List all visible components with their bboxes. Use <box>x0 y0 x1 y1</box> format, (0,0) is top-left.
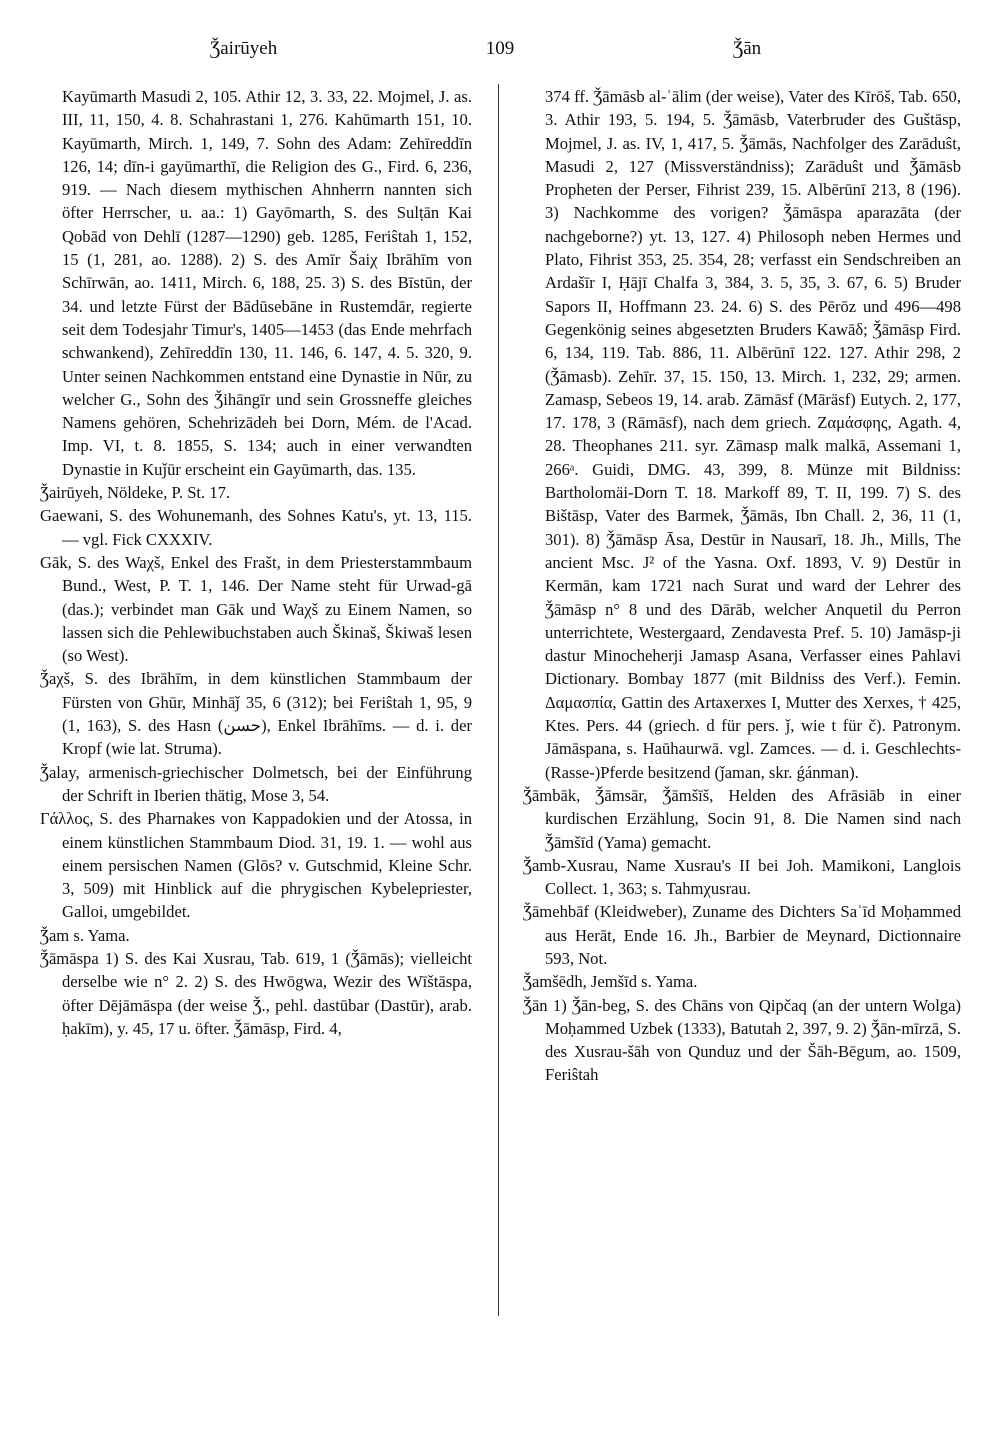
page-number: 109 <box>485 38 515 59</box>
entry-continuation: Kayūmarth Masudi 2, 105. Athir 12, 3. 33, 22. Mojmel, J. as. III, 11, 150, 4. 8. Schahrastani 1, 276. Kahūmarth 151, 10. Kayūmarth, Mirch. 1, 149, 7. Sohn des Adam: Zehīreddīn 126, 14; dīn-i gayūmarthī, die Religion des G., Fird. 6, 236, 919. — Nach diesem mythischen Ahnherrn nannten sich öfter Herrscher, u. aa.: 1) Gayōmarth, S. des Sulṭān Kai Qobād von Dehlī (1287—1290) geb. 1285, Feriŝtah 1, 152, 15 (1, 281, ao. 1288). 2) S. des Amīr Šaiχ Ibrāhīm von Schīrwān, ao. 1411, Mirch. 6, 188, 25. 3) S. des Bīstūn, der 34. und letzte Fürst der Bādūsebāne in Rustemdār, regierte seit dem Todesjahr Timur's, 1405—1453 (das Ende mehrfach schwankend), Zehīreddīn 130, 11. 146, 6. 147, 4. 5. 320, 9. Unter seinen Nachkommen entstand eine Dynastie in Nūr, zu welcher G., Sohn des Ǯihāngīr und sein Grossneffe gleiches Namens gehören, Schehrizādeh bei Dorn, Mém. de l'Acad. Imp. VI, t. 8. 1855, S. 134; auch in einer verwandten Dynastie in Kuǰūr erscheint ein Gayūmarth, das. 135. <box>62 87 472 479</box>
header-left-headword: Ǯairūyeh <box>210 38 278 59</box>
entry-jambak: Ǯāmbāk, Ǯāmsār, Ǯāmšīš, Helden des Afrāsiāb in einer kurdischen Erzählung, Socin 91, 8. Die Namen sind nach Ǯāmšīd (Yama) gemacht. <box>523 785 961 852</box>
entry-jairuyeh: Ǯairūyeh, Nöldeke, P. St. 17. <box>40 483 231 503</box>
entry-jamb-xusrau: Ǯamb-Xusrau, Name Xusrau's II bei Joh. Mamikoni, Langlois Collect. 1, 363; s. Tahmχusrau. <box>523 855 961 899</box>
entry-jaxs: Ǯaχš, S. des Ibrāhīm, in dem künstlichen Stammbaum der Fürsten von Ghūr, Minhāǰ 35, 6 (312); bei Feriŝtah 1, 95, 9 (1, 163), S. des Hasn (حسن), Enkel Ibrāhīms. — d. i. der Kropf (wie lat. Struma). <box>40 669 472 759</box>
entry-jamsedh: Ǯamšēdh, Jemšīd s. Yama. <box>523 972 698 992</box>
entry-jamaspa: Ǯāmāspa 1) S. des Kai Xusrau, Tab. 619, 1 (Ǯāmās); vielleicht derselbe wie n° 2. 2) S. des Hwōgwa, Wezir des Wīštāspa, öfter Dējāmāspa (der weise Ǯ., pehl. dastūbar (Dastūr), arab. ḥakīm), y. 45, 17 u. öfter. Ǯāmāsp, Fird. 4, <box>40 948 472 1038</box>
header-right-headword: Ǯān <box>733 38 762 59</box>
entry-jalay: Ǯalay, armenisch-griechischer Dolmetsch, bei der Einführung der Schrift in Iberien thätig, Mose 3, 54. <box>40 762 472 805</box>
entry-jamehbaf: Ǯāmehbāf (Kleidweber), Zuname des Dichters Saʿīd Moḥammed aus Herāt, Ende 16. Jh., Barbier de Meynard, Dictionnaire 593, Not. <box>523 902 961 968</box>
entry-jam: Ǯam s. Yama. <box>40 925 130 945</box>
entry-continuation: 374 ff. Ǯāmāsb al-ʿālim (der weise), Vater des Kīrōš, Tab. 650, 3. Athir 193, 5. 194, 5. Ǯāmāsb, Vaterbruder des Guštāsp, Mojmel, J. as. IV, 1, 417, 5. Ǯāmās, Nachfolger des Zarāduŝt, Masudi 2, 127 (Missverständniss); Zarāduŝt und Ǯāmāsb Propheten der Perser, Fihrist 239, 15. Albērūnī 213, 8 (196). 3) Nachkomme des vorigen? Ǯāmāspa aparazāta (der nachgeborne?) yt. 13, 127. 4) Philosoph neben Hermes und Plato, Fihrist 353, 25. 354, 28; verfasst ein Sendschreiben an Ardašīr I, Ḥājī Chalfa 3, 384, 3. 5, 35, 3. 67, 6. 5) Bruder Sapors II, Hoffmann 23. 24. 6) S. des Pērōz und 496—498 Gegenkönig seines abgesetzten Bruders Kawāδ; Ǯāmāsp Fird. 6, 134, 119. Tab. 886, 11. Albērūnī 122. 127. Athir 298, 2 (Ǯāmasb). Zehīr. 37, 15. 150, 13. Mirch. 1, 232, 29; armen. Zamasp, Sebeos 19, 14. arab. Zāmāsf (Māräsf) Eutych. 2, 177, 17. 178, 3 (Rāmāsf), nach dem griech. Ζαμάσφης, Agath. 4, 28. Theophanes 211. syr. Zāmasp malk malkā, Assemani 1, 266ᵃ. Guidi, DMG. 43, 399, 8. Münze mit Bildniss: Bartholomäi-Dorn T. 18. Markoff 89, T. II, 199. 7) S. des Bištāsp, Vater des Barmek, Ǯāmās, Ibn Chall. 2, 36, 11 (1, 301). 8) Ǯāmāsp Āsa, Destūr in Nausarī, 18. Jh., Mills, The ancient Msc. J² of the Yasna. Oxf. 1893, V. 9) Destūr in Kermān, kam 1721 nach Surat und ward der Lehrer des Ǯāmāsp n° 8 und des Dārāb, welcher Anquetil du Perron unterrichtete, Westergaard, Zendavesta Pref. 5. 10) Jamāsp-ji dastur Minocheherji Jamasp Asana, Verfasser eines Pahlavi Dictionary. Bombay 1877 (mit Bildniss des Verf.). Femin. Δαμασπία, Gattin des Artaxerxes I, Mutter des Xerxes, † 425, Ktes. Pers. 44 (griech. d für pers. ǰ, wie t für č). Patronym. Jāmāspana, s. Haūhaurwā. vgl. Zamces. — d. i. Geschlechts-(Rasse-)Pferde besitzend (ǰaman, skr. ǵánman). <box>545 87 961 782</box>
column-divider <box>498 84 499 1316</box>
entry-gak: Gāk, S. des Waχš, Enkel des Frašt, in dem Priesterstammbaum Bund., West, P. T. 1, 146. Der Name steht für Urwad-gā (das.); verbindet man Gāk und Waχš zu Einem Namen, so lassen sich die Pehlewibuchstaben auch Škinaš, Škiwaš lesen (so West). <box>40 552 472 666</box>
entry-gaewani: Gaewani, S. des Wohunemanh, des Sohnes Katu's, yt. 13, 115. — vgl. Fick CXXXIV. <box>40 506 472 549</box>
right-column <box>523 85 961 1087</box>
running-header <box>0 34 1000 68</box>
entry-gallos: Γάλλος, S. des Pharnakes von Kappadokien und der Atossa, in einem künstlichen Stammbaum Diod. 31, 19. 1. — wohl aus einem persischen Namen (Glōs? v. Gutschmid, Kleine Schr. 3, 509) mit Hinblick auf die phrygischen Kybelepriester, Galloi, umgebildet. <box>40 809 472 922</box>
entry-jan: Ǯān 1) Ǯān-beg, S. des Chāns von Qipčaq (an der untern Wolga) Moḥammed Uzbek (1333), Batutah 2, 397, 9. 2) Ǯān-mīrzā, S. des Xusrau-šāh von Qunduz und der Šāh-Bēgum, ao. 1509, Feriŝtah <box>523 995 961 1085</box>
left-column <box>40 85 472 1040</box>
